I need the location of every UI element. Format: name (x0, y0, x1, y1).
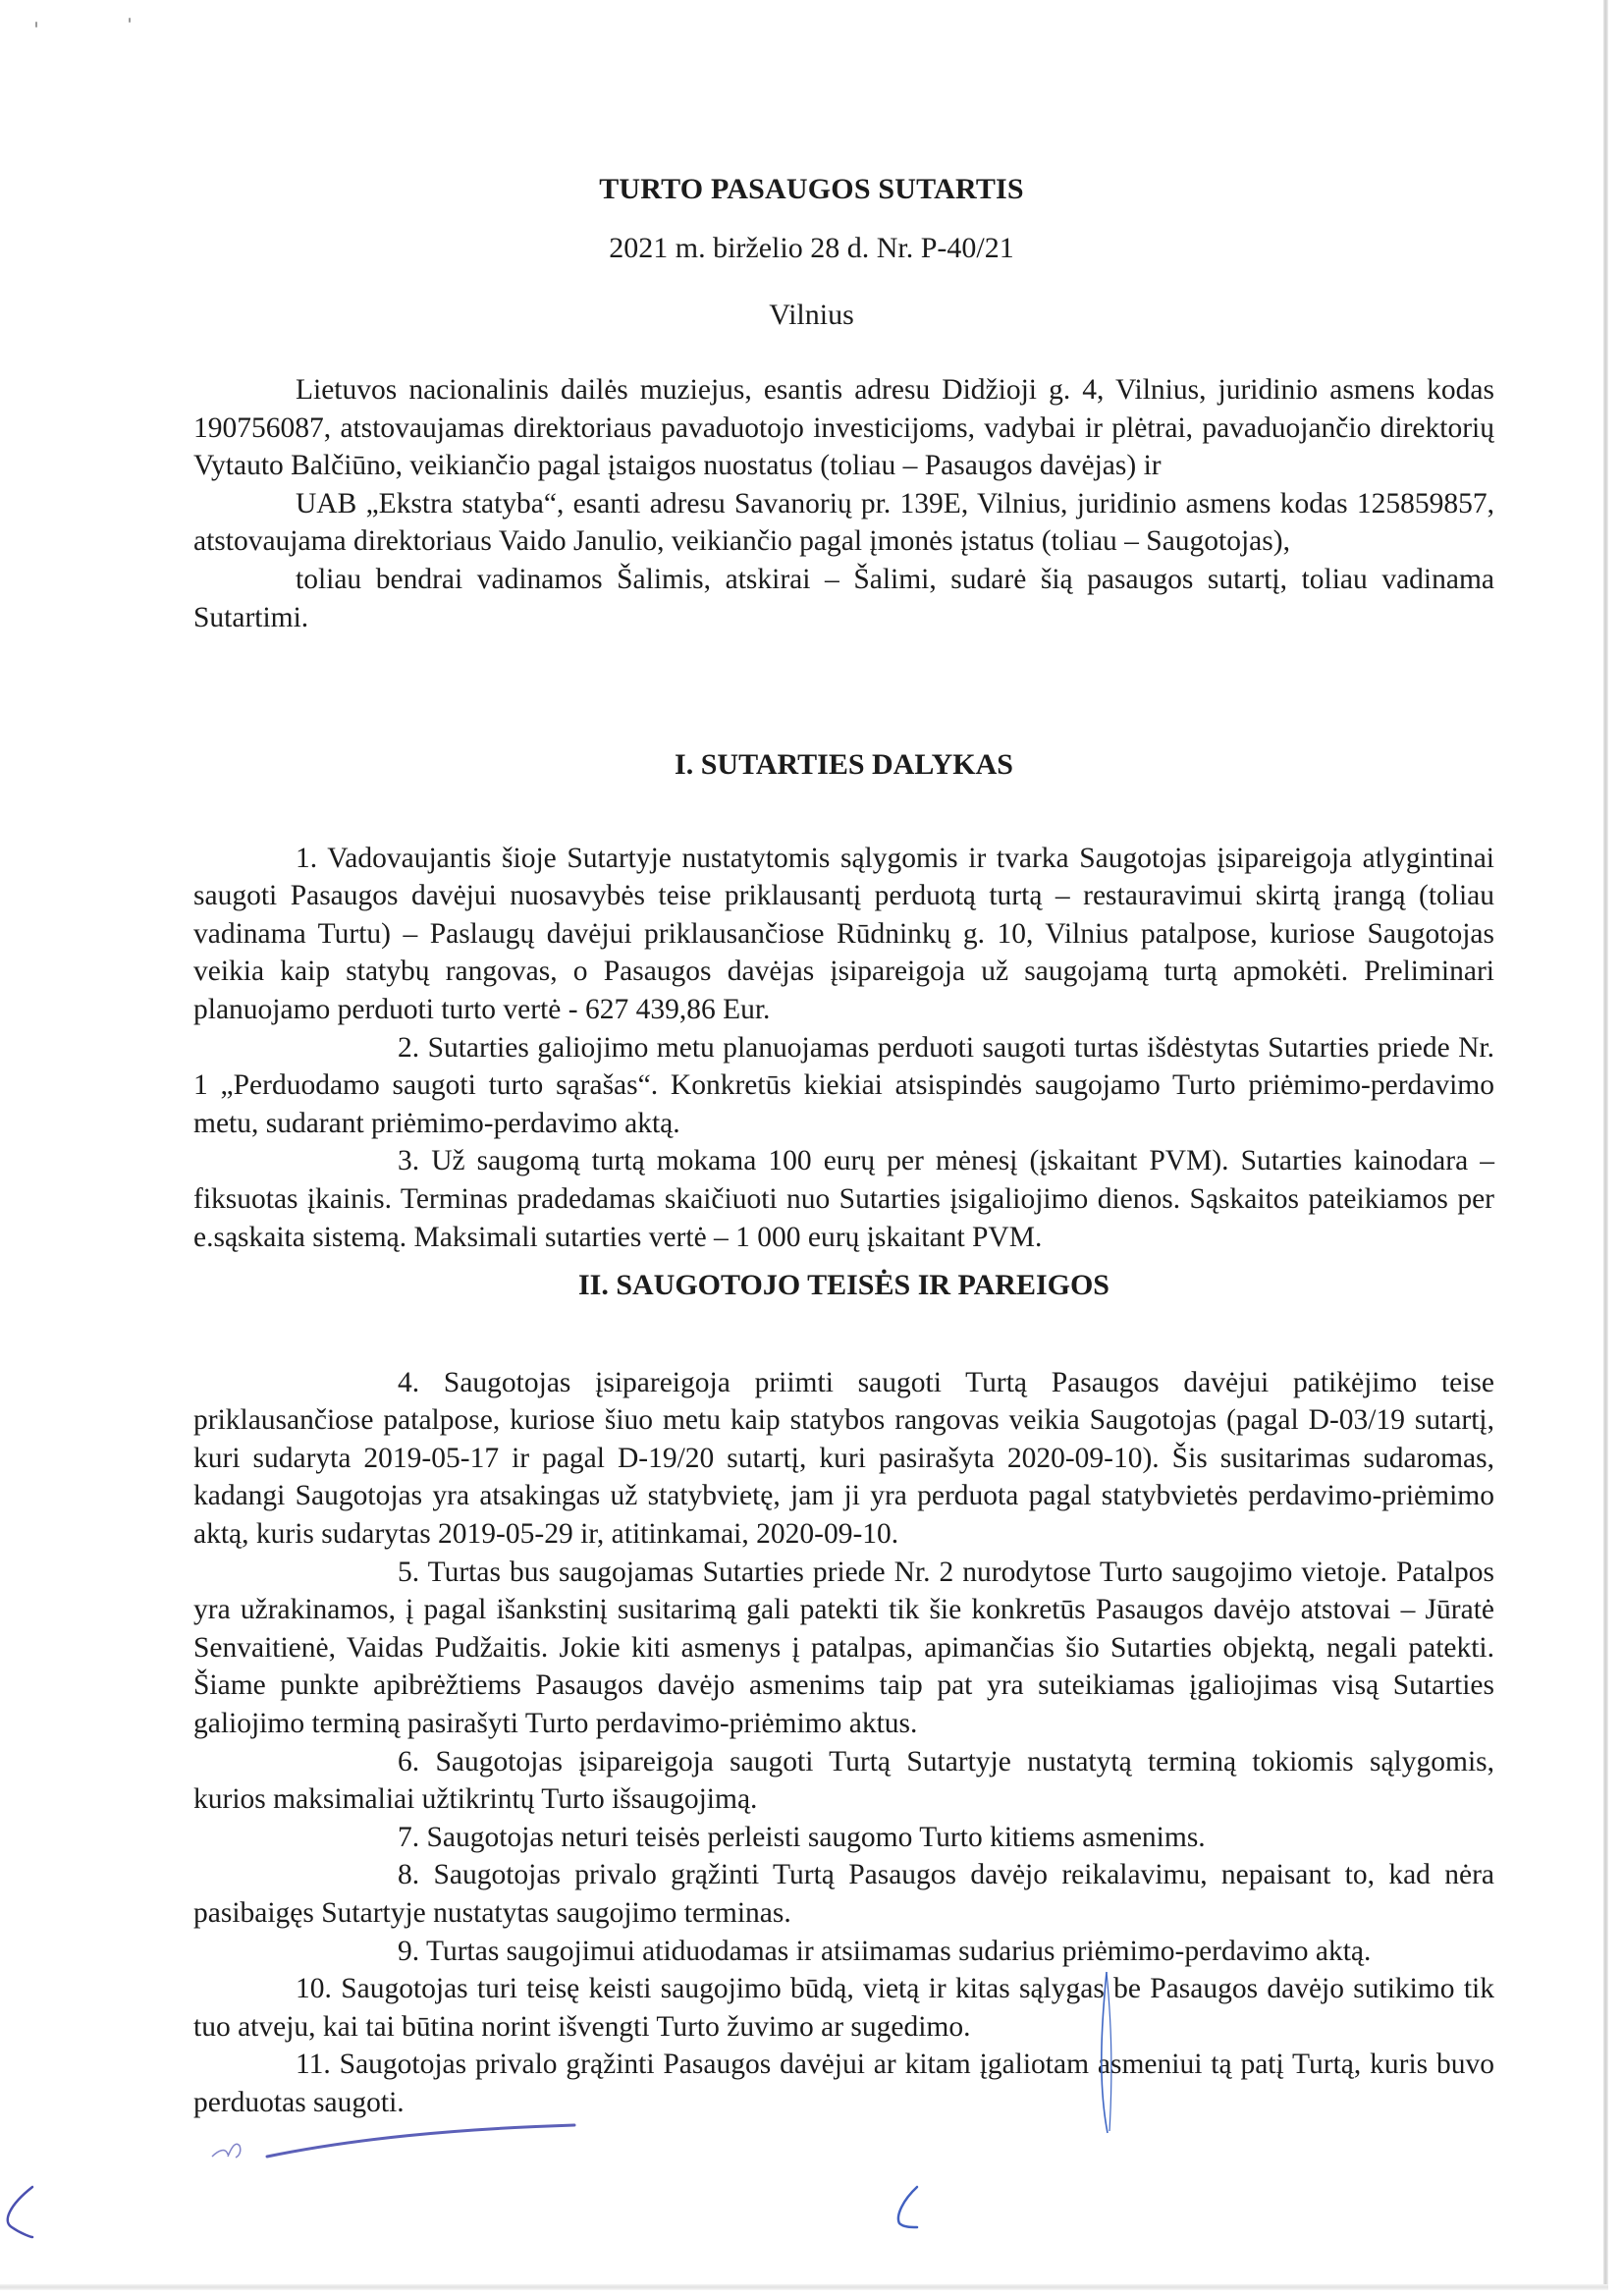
scan-edge (0, 2284, 1608, 2290)
clause-text: Sutarties galiojimo metu planuojamas perduoti saugoti turtas išdėstytas Sutarties priede Nr. 1 „Perduodamo saugoti turto sąrašas“. Konkretūs kiekiai atsispindės saugojamo Turto priėmimo-perdavimo metu, sudarant priėmimo-perdavimo aktą. (193, 1031, 1495, 1139)
clause-number: 4. (398, 1366, 420, 1398)
clause-text: Už saugomą turtą mokama 100 eurų per mėnesį (įskaitant PVM). Sutarties kainodara – fiksuotas įkainis. Terminas pradedamas skaičiuoti nuo Sutarties įsigaliojimo dienos. Sąskaitos pateikiamos per e.sąskaita sistemą. Maksimali sutarties vertė – 1 000 eurų įskaitant PVM. (193, 1145, 1495, 1253)
clause (193, 1970, 1494, 2046)
clause-number: 9. (398, 1935, 420, 1967)
section-obligations (193, 1267, 1494, 2121)
clause-text: Vadovaujantis šioje Sutartyje nustatytomis sąlygomis ir tvarka Saugotojas įsipareigoja atlygintinai saugoti Pasaugos davėjui nuosavybės teise priklausantį perduotą turtą – restauravimui skirtą įrangą (toliau vadinama Turtu) – Paslaugų davėjui priklausančiose Rūdninkų g. 10, Vilnius patalpose, kuriose Saugotojas veikia kaip statybų rangovas, o Pasaugos davėjas įsipareigoja už saugojamą turtą apmokėti. Preliminari planuojamo perduoti turto vertė - 627 439,86 Eur. (193, 842, 1494, 1025)
party-paragraph: UAB „Ekstra statyba“, esanti adresu Savanorių pr. 139E, Vilnius, juridinio asmens kodas 125859857, atstovaujama direktoriaus Vaido Janulio, veikiančio pagal įmonės įstatus (toliau – Saugotojas), (193, 487, 1494, 558)
document-date-number: 2021 m. birželio 28 d. Nr. P-40/21 (609, 232, 1014, 264)
clause-text: Saugotojas privalo grąžinti Turtą Pasaugos davėjo reikalavimu, nepaisant to, kad nėra pasibaigęs Sutartyje nustatytas saugojimo terminas. (193, 1859, 1495, 1929)
clause-text: Saugotojas įsipareigoja saugoti Turtą Sutartyje nustatytą terminą tokiomis sąlygomis, kurios maksimaliai užtikrintų Turto išsaugojimą. (193, 1745, 1494, 1816)
clause-number: 5. (398, 1556, 420, 1588)
clause-text: Turtas saugojimui atiduodamas ir atsiimamas sudarius priėmimo-perdavimo aktą. (425, 1935, 1372, 1967)
clause (193, 840, 1494, 1029)
clause-text: Saugotojas privalo grąžinti Pasaugos davėjui ar kitam įgaliotam asmeniui tą patį Turtą, kuris buvo perduotas saugoti. (193, 2049, 1494, 2118)
clause-number: 11. (296, 2049, 331, 2081)
clause (193, 1819, 1494, 1857)
clause (193, 1142, 1494, 1256)
clause (193, 1029, 1494, 1143)
clause-number: 1. (296, 842, 318, 874)
section-subject (193, 746, 1494, 1256)
clause-text: Saugotojas įsipareigoja priimti saugoti Turtą Pasaugos davėjui patikėjimo teise priklausančiose patalpose, kuriose šiuo metu kaip statybos rangovas veikia Saugotojas (pagal D-03/19 sutartį, kuri sudaryta 2019-05-17 ir pagal D-19/20 sutartį, kuri pasirašyta 2020-09-10). Šis susitarimas sudaromas, kadangi Saugotojas yra atsakingas už statybvietę, jam ji yra perduota pagal statybvietės perdavimo-priėmimo aktą, kuris sudarytas 2019-05-29 ir, atitinkamai, 2020-09-10. (193, 1366, 1495, 1550)
clause-number: 10. (296, 1973, 332, 2005)
clause (193, 1933, 1494, 1971)
signature-stroke (267, 2125, 574, 2157)
section-heading: I. SUTARTIES DALYKAS (675, 748, 1013, 781)
clause-text: Saugotojas turi teisę keisti saugojimo būdą, vietą ir kitas sąlygas be Pasaugos davėjo sutikimo tik tuo atveju, kai tai būtina norint išvengti Turto žuvimo ar sugedimo. (193, 1973, 1495, 2043)
party-paragraph: Lietuvos nacionalinis dailės muziejus, esantis adresu Didžioji g. 4, Vilnius, juridinio asmens kodas 190756087, atstovaujamas direktoriaus pavaduotojo investicijoms, vadybai ir plėtrai, pavaduojančio direktorių Vytauto Balčiūno, veikiančio pagal įstaigos nuostatus (toliau – Pasaugos davėjas) ir (193, 374, 1494, 482)
clause-text: Turtas bus saugojamas Sutarties priede Nr. 2 nurodytose Turto saugojimo vietoje. Patalpos yra užrakinamos, į pagal išankstinį susitarimą gali patekti tik šie konkretūs Pasaugos davėjo atstovai – Jūratė Senvaitienė, Vaidas Pudžaitis. Jokie kiti asmenys į patalpas, apimančias šio Sutarties objektą, negali patekti. Šiame punkte apibrėžtiems Pasaugos davėjo asmenims taip pat yra suteikiamas įgaliojimas visą Sutarties galiojimo terminą pasirašyti Turto perdavimo-priėmimo aktus. (193, 1556, 1494, 1739)
clause (193, 2046, 1494, 2121)
clause-number: 3. (398, 1145, 420, 1177)
scan-speck (35, 22, 37, 27)
party-paragraph: toliau bendrai vadinamos Šalimis, atskirai – Šalimi, sudarė šią pasaugos sutartį, toliau vadinama Sutartimi. (193, 563, 1494, 633)
clause-text: Saugotojas neturi teisės perleisti saugomo Turto kitiems asmenims. (426, 1821, 1206, 1853)
parties-block (193, 371, 1494, 636)
clause-number: 2. (398, 1031, 420, 1064)
clause-number: 7. (398, 1821, 420, 1853)
initials-curve-left (8, 2187, 32, 2237)
clause (193, 1743, 1494, 1819)
clause-number: 8. (398, 1859, 420, 1891)
initials-curve-center (898, 2187, 917, 2227)
clause (193, 1364, 1494, 1554)
signature-stroke (228, 2144, 241, 2158)
section-heading: II. SAUGOTOJO TEISĖS IR PAREIGOS (577, 1269, 1109, 1301)
document-title: TURTO PASAUGOS SUTARTIS (599, 173, 1024, 205)
scan-edge (1603, 0, 1608, 2288)
document-place: Vilnius (769, 299, 854, 331)
signature-stroke (212, 2151, 228, 2157)
clause-number: 6. (398, 1745, 420, 1777)
scan-speck (129, 18, 131, 23)
clause (193, 1856, 1494, 1932)
clause (193, 1554, 1494, 1743)
